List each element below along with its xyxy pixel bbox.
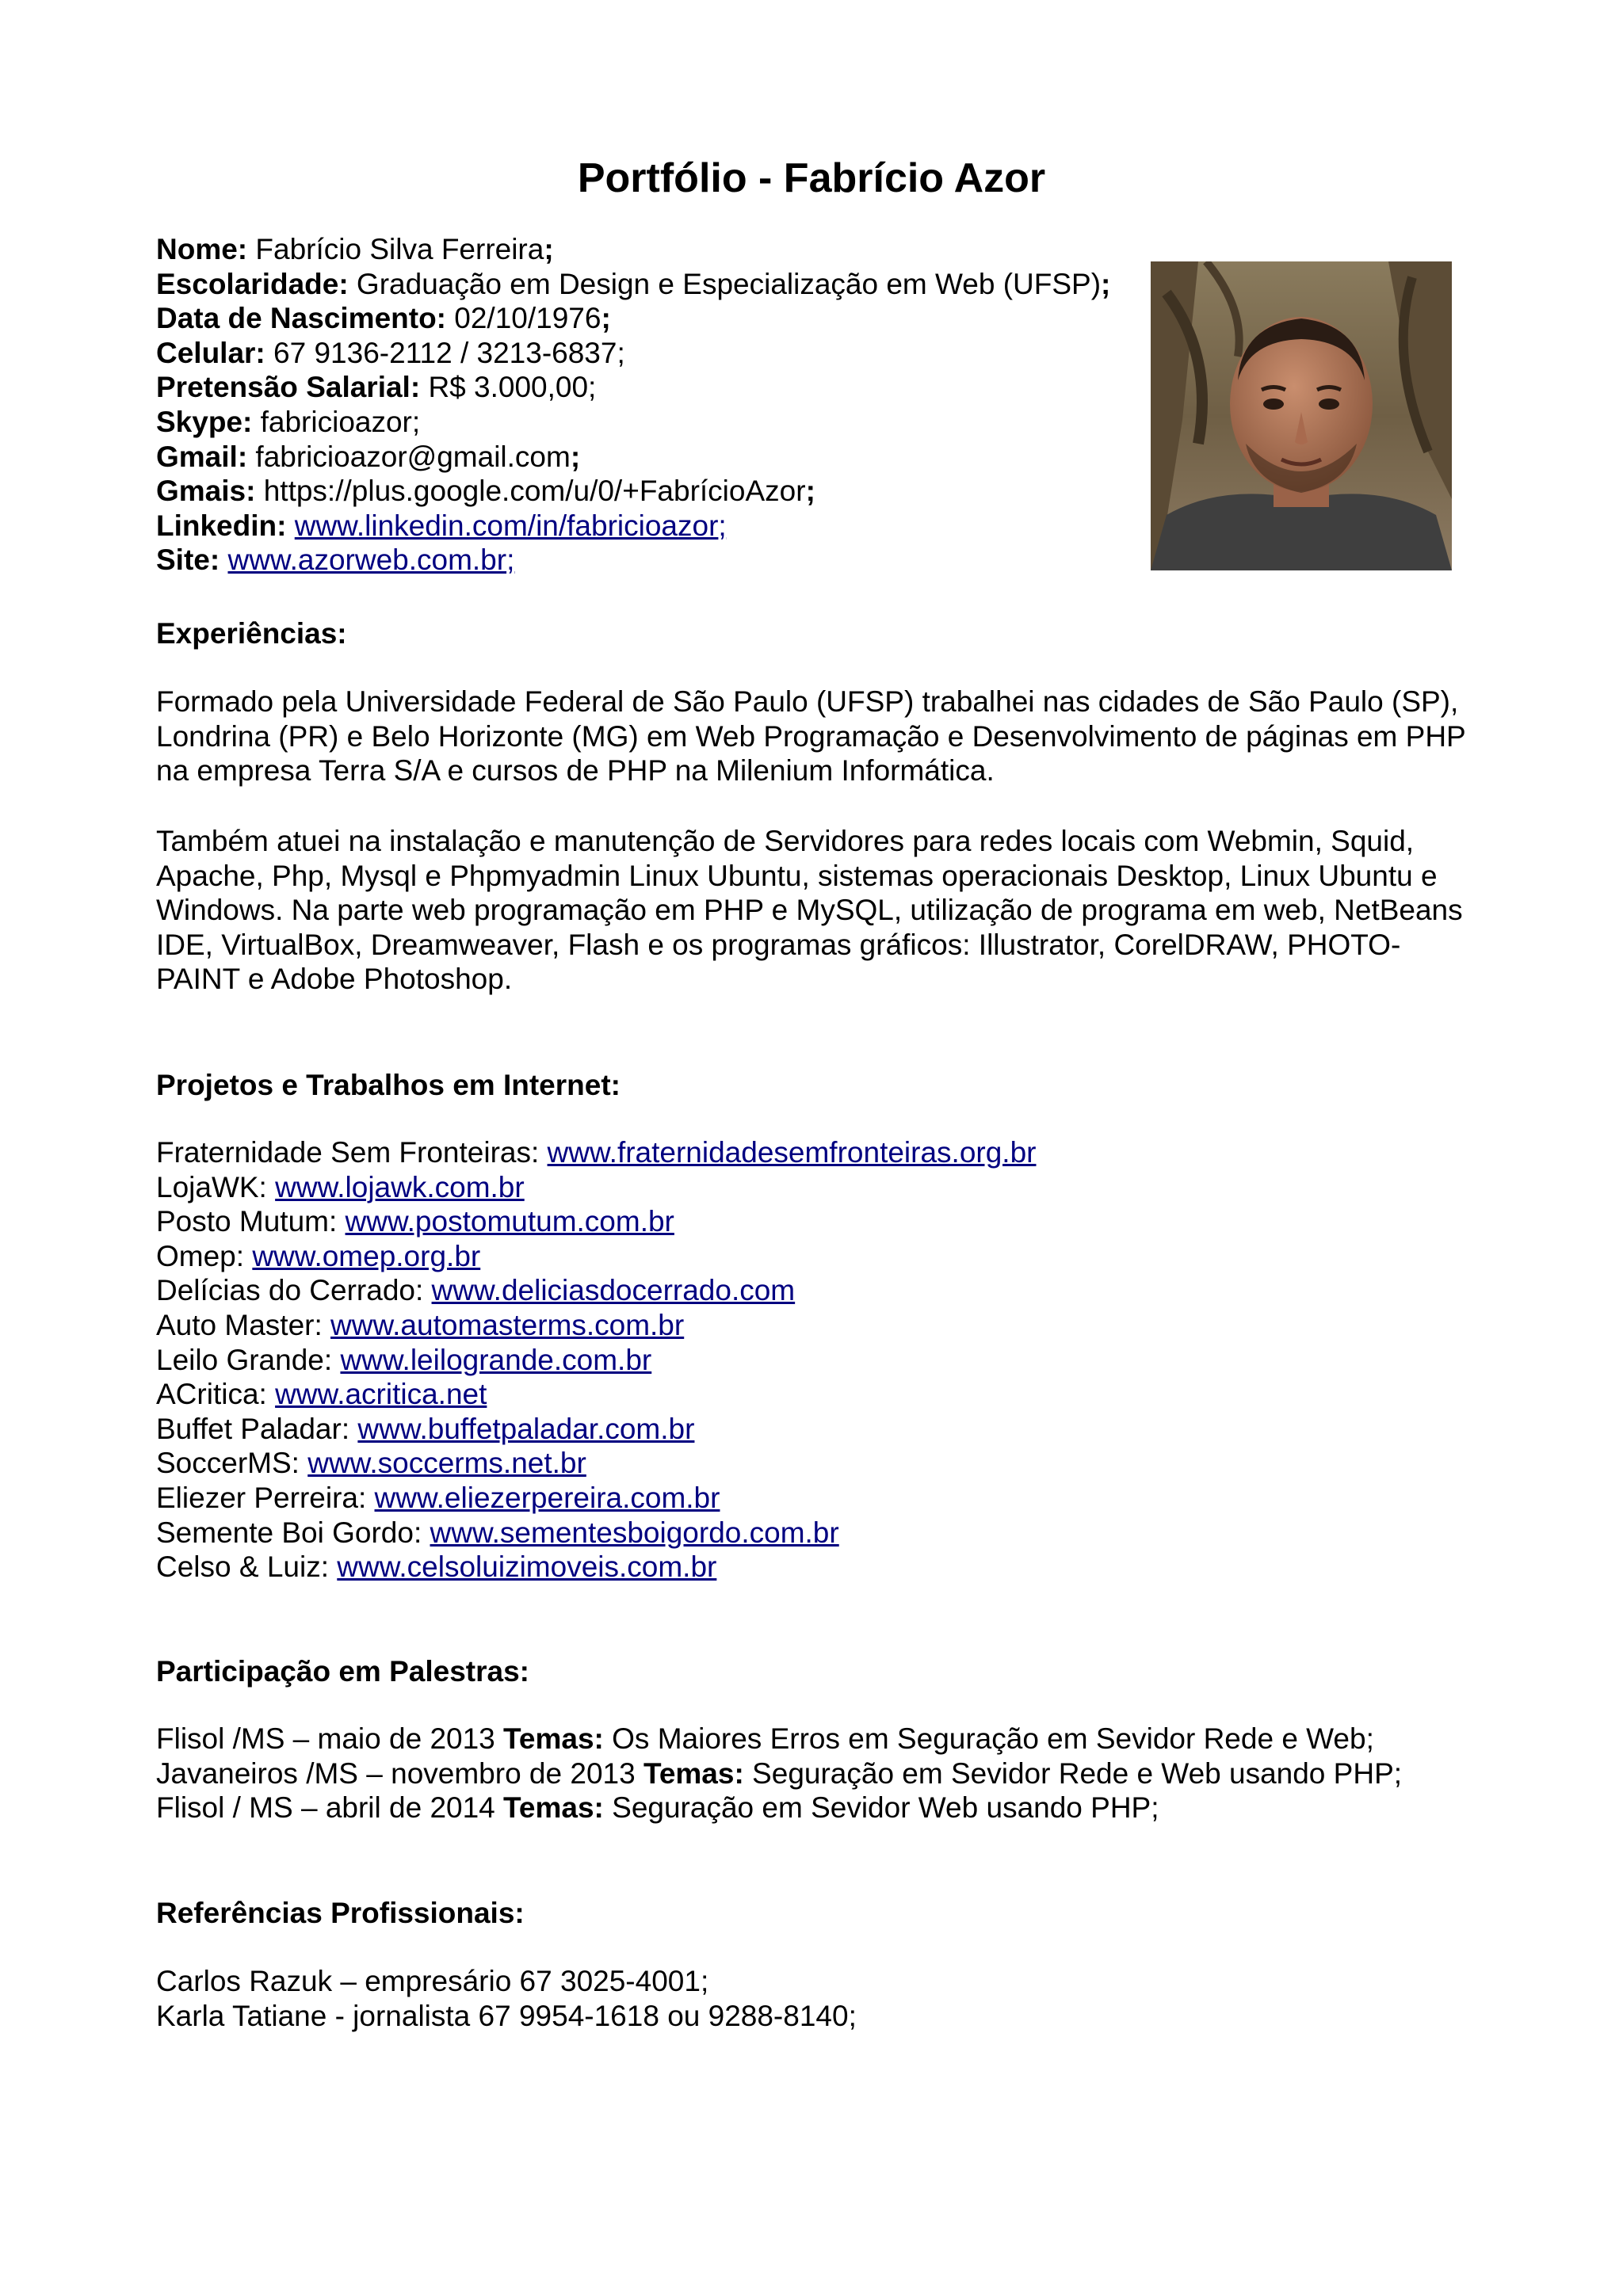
info-gmais: Gmais: https://plus.google.com/u/0/+FabrícioAzor; <box>156 475 815 508</box>
linkedin-link[interactable]: www.linkedin.com/in/fabricioazor <box>294 509 719 542</box>
info-celular: Celular: 67 9136-2112 / 3213-6837; <box>156 336 625 369</box>
profile-photo <box>1151 261 1452 570</box>
list-item: Buffet Paladar: www.buffetpaladar.com.br <box>156 1412 695 1445</box>
project-link[interactable]: www.omep.org.br <box>252 1239 481 1272</box>
experiencias-paragraph-2: Também atuei na instalação e manutenção de Servidores para redes locais com Webmin, Squid, Apache, Php, Mysql e Phpmyadmin Linux Ubuntu, sistemas operacionais Desktop, Linux Ubuntu e Windows. Na parte web programação em PHP e MySQL, utilização de programa em web, NetBeans IDE, VirtualBox, Dreamweaver, Flash e os programas gráficos: Illustrator, CorelDRAW, PHOTO-PAINT e Adobe Photoshop. <box>156 825 1463 996</box>
project-link[interactable]: www.buffetpaladar.com.br <box>357 1412 695 1445</box>
info-nome: Nome: Fabrício Silva Ferreira; <box>156 233 554 265</box>
list-item: LojaWK: www.lojawk.com.br <box>156 1170 525 1203</box>
info-linkedin: Linkedin: www.linkedin.com/in/fabricioazor; <box>156 509 727 542</box>
referencias-heading: Referências Profissionais: <box>156 1897 525 1929</box>
page-title: Portfólio - Fabrício Azor <box>577 155 1046 201</box>
project-link[interactable]: www.soccerms.net.br <box>307 1447 586 1480</box>
list-item: Flisol / MS – abril de 2014 Temas: Seguração em Sevidor Web usando PHP; <box>156 1791 1159 1825</box>
info-skype: Skype: fabricioazor; <box>156 405 421 438</box>
list-item: Fraternidade Sem Fronteiras: www.fraternidadesemfronteiras.org.br <box>156 1136 1037 1169</box>
projetos-heading: Projetos e Trabalhos em Internet: <box>156 1069 621 1101</box>
list-item: Javaneiros /MS – novembro de 2013 Temas: Seguração em Sevidor Rede e Web usando PHP; <box>156 1756 1403 1790</box>
project-link[interactable]: www.leilogrande.com.br <box>340 1343 652 1376</box>
list-item: Karla Tatiane - jornalista 67 9954-1618 ou 9288-8140; <box>156 1999 857 2032</box>
project-link[interactable]: www.postomutum.com.br <box>345 1205 674 1238</box>
project-link[interactable]: www.acritica.net <box>275 1378 487 1411</box>
experiencias-paragraph-1: Formado pela Universidade Federal de São Paulo (UFSP) trabalhei nas cidades de São Paulo (SP), Londrina (PR) e Belo Horizonte (MG) em Web Programação e Desenvolvimento de páginas em PHP na empresa Terra S/A e cursos de PHP na Milenium Informática. <box>156 685 1466 788</box>
list-item: Flisol /MS – maio de 2013 Temas: Os Maiores Erros em Seguração em Sevidor Rede e Web; <box>156 1722 1374 1755</box>
projetos-list <box>156 1135 1472 1585</box>
list-item: Leilo Grande: www.leilogrande.com.br <box>156 1343 652 1376</box>
project-link[interactable]: www.lojawk.com.br <box>275 1170 525 1203</box>
info-pretensao: Pretensão Salarial: R$ 3.000,00; <box>156 371 597 404</box>
list-item: Semente Boi Gordo: www.sementesboigordo.com.br <box>156 1516 839 1549</box>
list-item: Posto Mutum: www.postomutum.com.br <box>156 1205 674 1238</box>
palestras-heading: Participação em Palestras: <box>156 1655 529 1688</box>
personal-info <box>156 232 1147 578</box>
palestras-list <box>156 1722 1472 1825</box>
site-link[interactable]: www.azorweb.com.br <box>227 543 507 577</box>
referencias-list <box>156 1964 1472 2033</box>
list-item: Carlos Razuk – empresário 67 3025-4001; <box>156 1965 709 1997</box>
experiencias-heading: Experiências: <box>156 617 347 650</box>
info-gmail: Gmail: fabricioazor@gmail.com; <box>156 440 581 473</box>
project-link[interactable]: www.sementesboigordo.com.br <box>430 1516 839 1549</box>
list-item: Delícias do Cerrado: www.deliciasdocerrado.com <box>156 1274 796 1307</box>
project-link[interactable]: www.celsoluizimoveis.com.br <box>337 1550 717 1584</box>
project-link[interactable]: www.fraternidadesemfronteiras.org.br <box>547 1136 1037 1169</box>
info-nascimento: Data de Nascimento: 02/10/1976; <box>156 302 611 335</box>
list-item: Auto Master: www.automasterms.com.br <box>156 1308 685 1341</box>
list-item: ACritica: www.acritica.net <box>156 1378 487 1411</box>
list-item: Eliezer Perreira: www.eliezerpereira.com.br <box>156 1481 720 1514</box>
project-link[interactable]: www.deliciasdocerrado.com <box>431 1274 796 1307</box>
info-site: Site: www.azorweb.com.br; <box>156 543 515 577</box>
list-item: SoccerMS: www.soccerms.net.br <box>156 1447 586 1480</box>
list-item: Celso & Luiz: www.celsoluizimoveis.com.br <box>156 1550 717 1584</box>
project-link[interactable]: www.eliezerpereira.com.br <box>374 1481 720 1514</box>
profile-photo-image <box>1151 261 1452 570</box>
project-link[interactable]: www.automasterms.com.br <box>330 1308 685 1341</box>
info-escolaridade: Escolaridade: Graduação em Design e Especialização em Web (UFSP); <box>156 267 1111 300</box>
list-item: Omep: www.omep.org.br <box>156 1239 481 1272</box>
